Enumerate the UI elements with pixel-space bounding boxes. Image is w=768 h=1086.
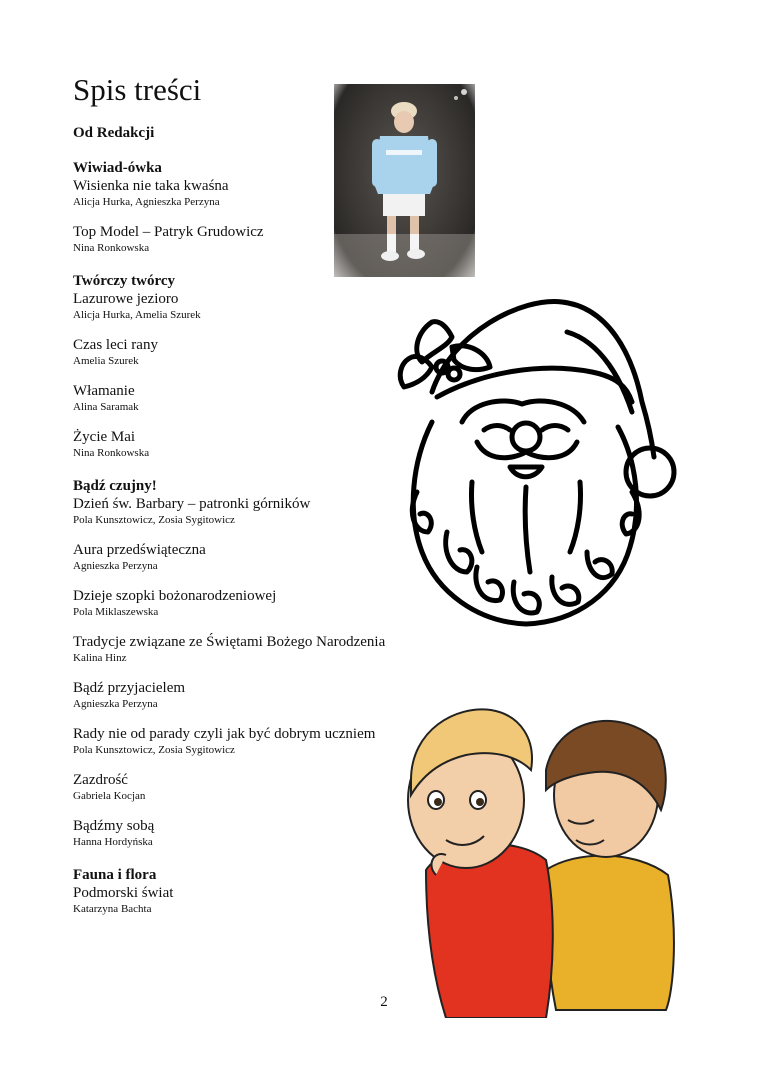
entry-title: Życie Mai — [73, 429, 136, 445]
entry-title: Tradycje związane ze Świętami Bożego Narodzenia — [73, 634, 386, 650]
entry-title: Dzieje szopki bożonarodzeniowej — [73, 588, 277, 604]
entry-author: Nina Ronkowska — [73, 242, 150, 254]
entry-author: Hanna Hordyńska — [73, 836, 153, 848]
entry-title: Bądź przyjacielem — [73, 680, 186, 696]
toc-entry — [73, 725, 433, 757]
page-number: 2 — [380, 994, 388, 1010]
entry-title: Aura przedświąteczna — [73, 542, 206, 558]
runway-model-figure — [334, 84, 475, 277]
toc-section — [73, 477, 433, 849]
section-heading: Twórczy twórcy — [73, 273, 176, 289]
entry-author: Kalina Hinz — [73, 652, 127, 664]
toc-entry — [73, 771, 433, 803]
entry-author: Katarzyna Bachta — [73, 903, 152, 915]
toc-entry — [73, 541, 433, 573]
entry-title: Bądźmy sobą — [73, 818, 155, 834]
two-boys-cartoon — [406, 700, 688, 1018]
entry-title: Lazurowe jezioro — [73, 291, 179, 307]
entry-author: Agnieszka Perzyna — [73, 698, 158, 710]
entry-author: Pola Kunsztowicz, Zosia Sygitowicz — [73, 514, 235, 526]
entry-author: Nina Ronkowska — [73, 447, 150, 459]
entry-author: Alicja Hurka, Amelia Szurek — [73, 309, 201, 321]
toc-section — [73, 272, 433, 460]
toc-entry — [73, 428, 433, 460]
entry-title: Top Model – Patryk Grudowicz — [73, 224, 264, 240]
toc-entry — [73, 817, 433, 849]
entry-title: Rady nie od parady czyli jak być dobrym uczniem — [73, 726, 376, 742]
toc-entry — [73, 587, 433, 619]
toc-entry — [73, 633, 433, 665]
toc-entry — [73, 495, 433, 527]
toc-entry — [73, 382, 433, 414]
entry-author: Alicja Hurka, Agnieszka Perzyna — [73, 196, 220, 208]
editorial-heading: Od Redakcji — [73, 125, 155, 141]
entry-author: Pola Kunsztowicz, Zosia Sygitowicz — [73, 744, 235, 756]
entry-author: Pola Miklaszewska — [73, 606, 159, 618]
toc-entry — [73, 290, 433, 322]
entry-title: Wisienka nie taka kwaśna — [73, 178, 229, 194]
entry-author: Amelia Szurek — [73, 355, 139, 367]
santa-claus-drawing — [392, 292, 692, 630]
page-title: Spis treści — [73, 72, 202, 107]
toc-entry — [73, 884, 433, 916]
section-heading: Fauna i flora — [73, 867, 157, 883]
entry-title: Włamanie — [73, 383, 135, 399]
entry-title: Czas leci rany — [73, 337, 158, 353]
entry-title: Zazdrość — [73, 772, 128, 788]
entry-title: Podmorski świat — [73, 885, 174, 901]
entry-author: Gabriela Kocjan — [73, 790, 146, 802]
toc-entry — [73, 679, 433, 711]
toc-entry — [73, 336, 433, 368]
section-heading: Bądź czujny! — [73, 478, 157, 494]
runway-model-photo — [334, 84, 475, 277]
section-heading: Wiwiad-ówka — [73, 160, 162, 176]
entry-author: Agnieszka Perzyna — [73, 560, 158, 572]
entry-title: Dzień św. Barbary – patronki górników — [73, 496, 311, 512]
toc-section — [73, 866, 433, 916]
entry-author: Alina Saramak — [73, 401, 139, 413]
